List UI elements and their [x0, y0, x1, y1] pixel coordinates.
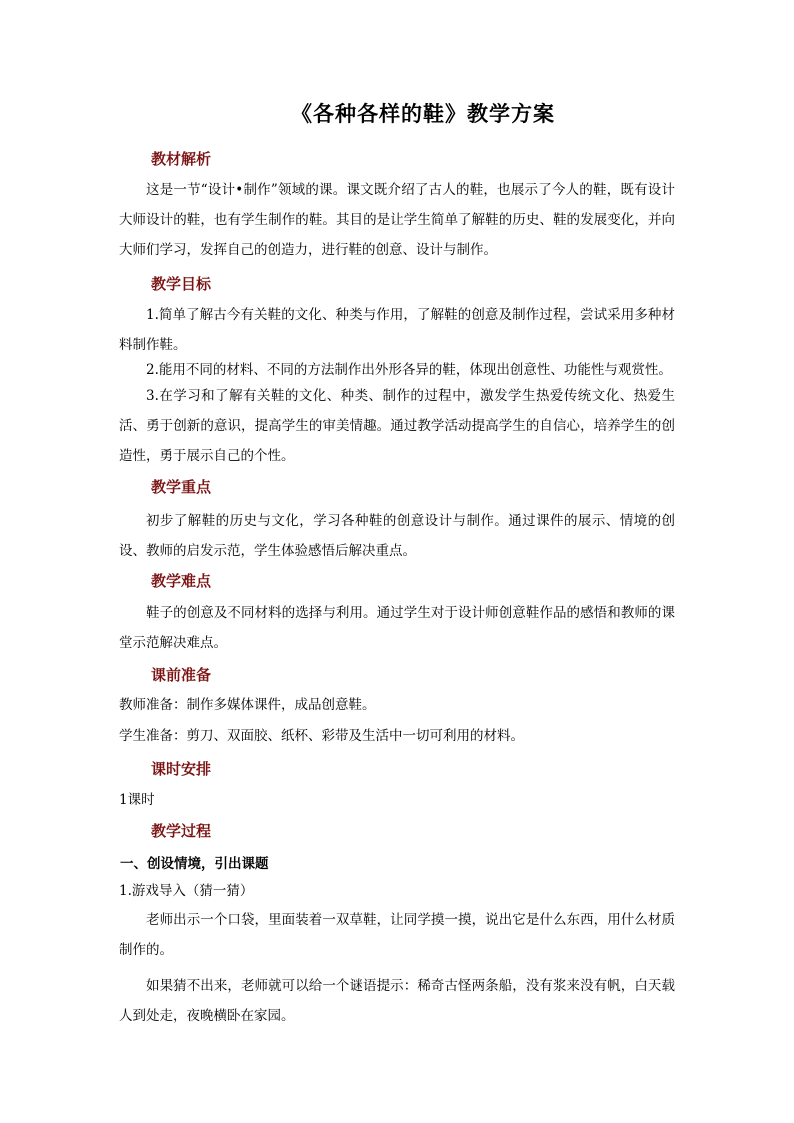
heading-preparation: 课前准备 [151, 666, 212, 684]
process-step1-title: 一、创设情境，引出课题 [120, 856, 269, 872]
heading-process: 教学过程 [151, 822, 212, 840]
process-step1-sub: 1.游戏导入（猜一猜） [119, 883, 254, 899]
process-paragraph-1: 老师出示一个口袋，里面装着一双草鞋，让同学摸一摸，说出它是什么东西，用什么材质制作的。 [119, 912, 675, 958]
teacher-preparation: 教师准备：制作多媒体课件，成品创意鞋。 [119, 697, 376, 713]
process-paragraph-2: 如果猜不出来，老师就可以给一个谜语提示：稀奇古怪两条船，没有浆来没有帆，白天载人到处走，夜晚横卧在家园。 [119, 978, 675, 1024]
document-title: 《各种各样的鞋》教学方案 [291, 101, 555, 126]
heading-analysis: 教材解析 [151, 150, 212, 168]
analysis-paragraph: 这是一节“设计•制作”领域的课。课文既介绍了古人的鞋，也展示了今人的鞋，既有设计大师设计的鞋，也有学生制作的鞋。其目的是让学生简单了解鞋的历史、鞋的发展变化，并向大师们学习，发挥自己的创造力，进行鞋的创意、设计与制作。 [119, 182, 675, 258]
goal-item-2: 2.能用不同的材料、不同的方法制作出外形各异的鞋，体现出创意性、功能性与观赏性。 [146, 362, 672, 378]
heading-key-points: 教学重点 [151, 478, 212, 496]
schedule-text: 1课时 [119, 792, 155, 808]
student-preparation: 学生准备：剪刀、双面胶、纸杯、彩带及生活中一切可利用的材料。 [119, 728, 524, 744]
key-points-paragraph: 初步了解鞋的历史与文化，学习各种鞋的创意设计与制作。通过课件的展示、情境的创设、教师的启发示范，学生体验感悟后解决重点。 [119, 513, 675, 559]
heading-goals: 教学目标 [151, 275, 212, 293]
heading-schedule: 课时安排 [151, 760, 212, 778]
goal-item-3: 3.在学习和了解有关鞋的文化、种类、制作的过程中，激发学生热爱传统文化、热爱生活、勇于创新的意识，提高学生的审美情趣。通过教学活动提高学生的自信心，培养学生的创造性，勇于展示自己的个性。 [119, 388, 675, 464]
heading-difficulties: 教学难点 [151, 572, 212, 590]
difficulties-paragraph: 鞋子的创意及不同材料的选择与利用。通过学生对于设计师创意鞋作品的感悟和教师的课堂示范解决难点。 [119, 605, 675, 651]
goal-item-1: 1.简单了解古今有关鞋的文化、种类与作用，了解鞋的创意及制作过程，尝试采用多种材料制作鞋。 [119, 307, 675, 353]
